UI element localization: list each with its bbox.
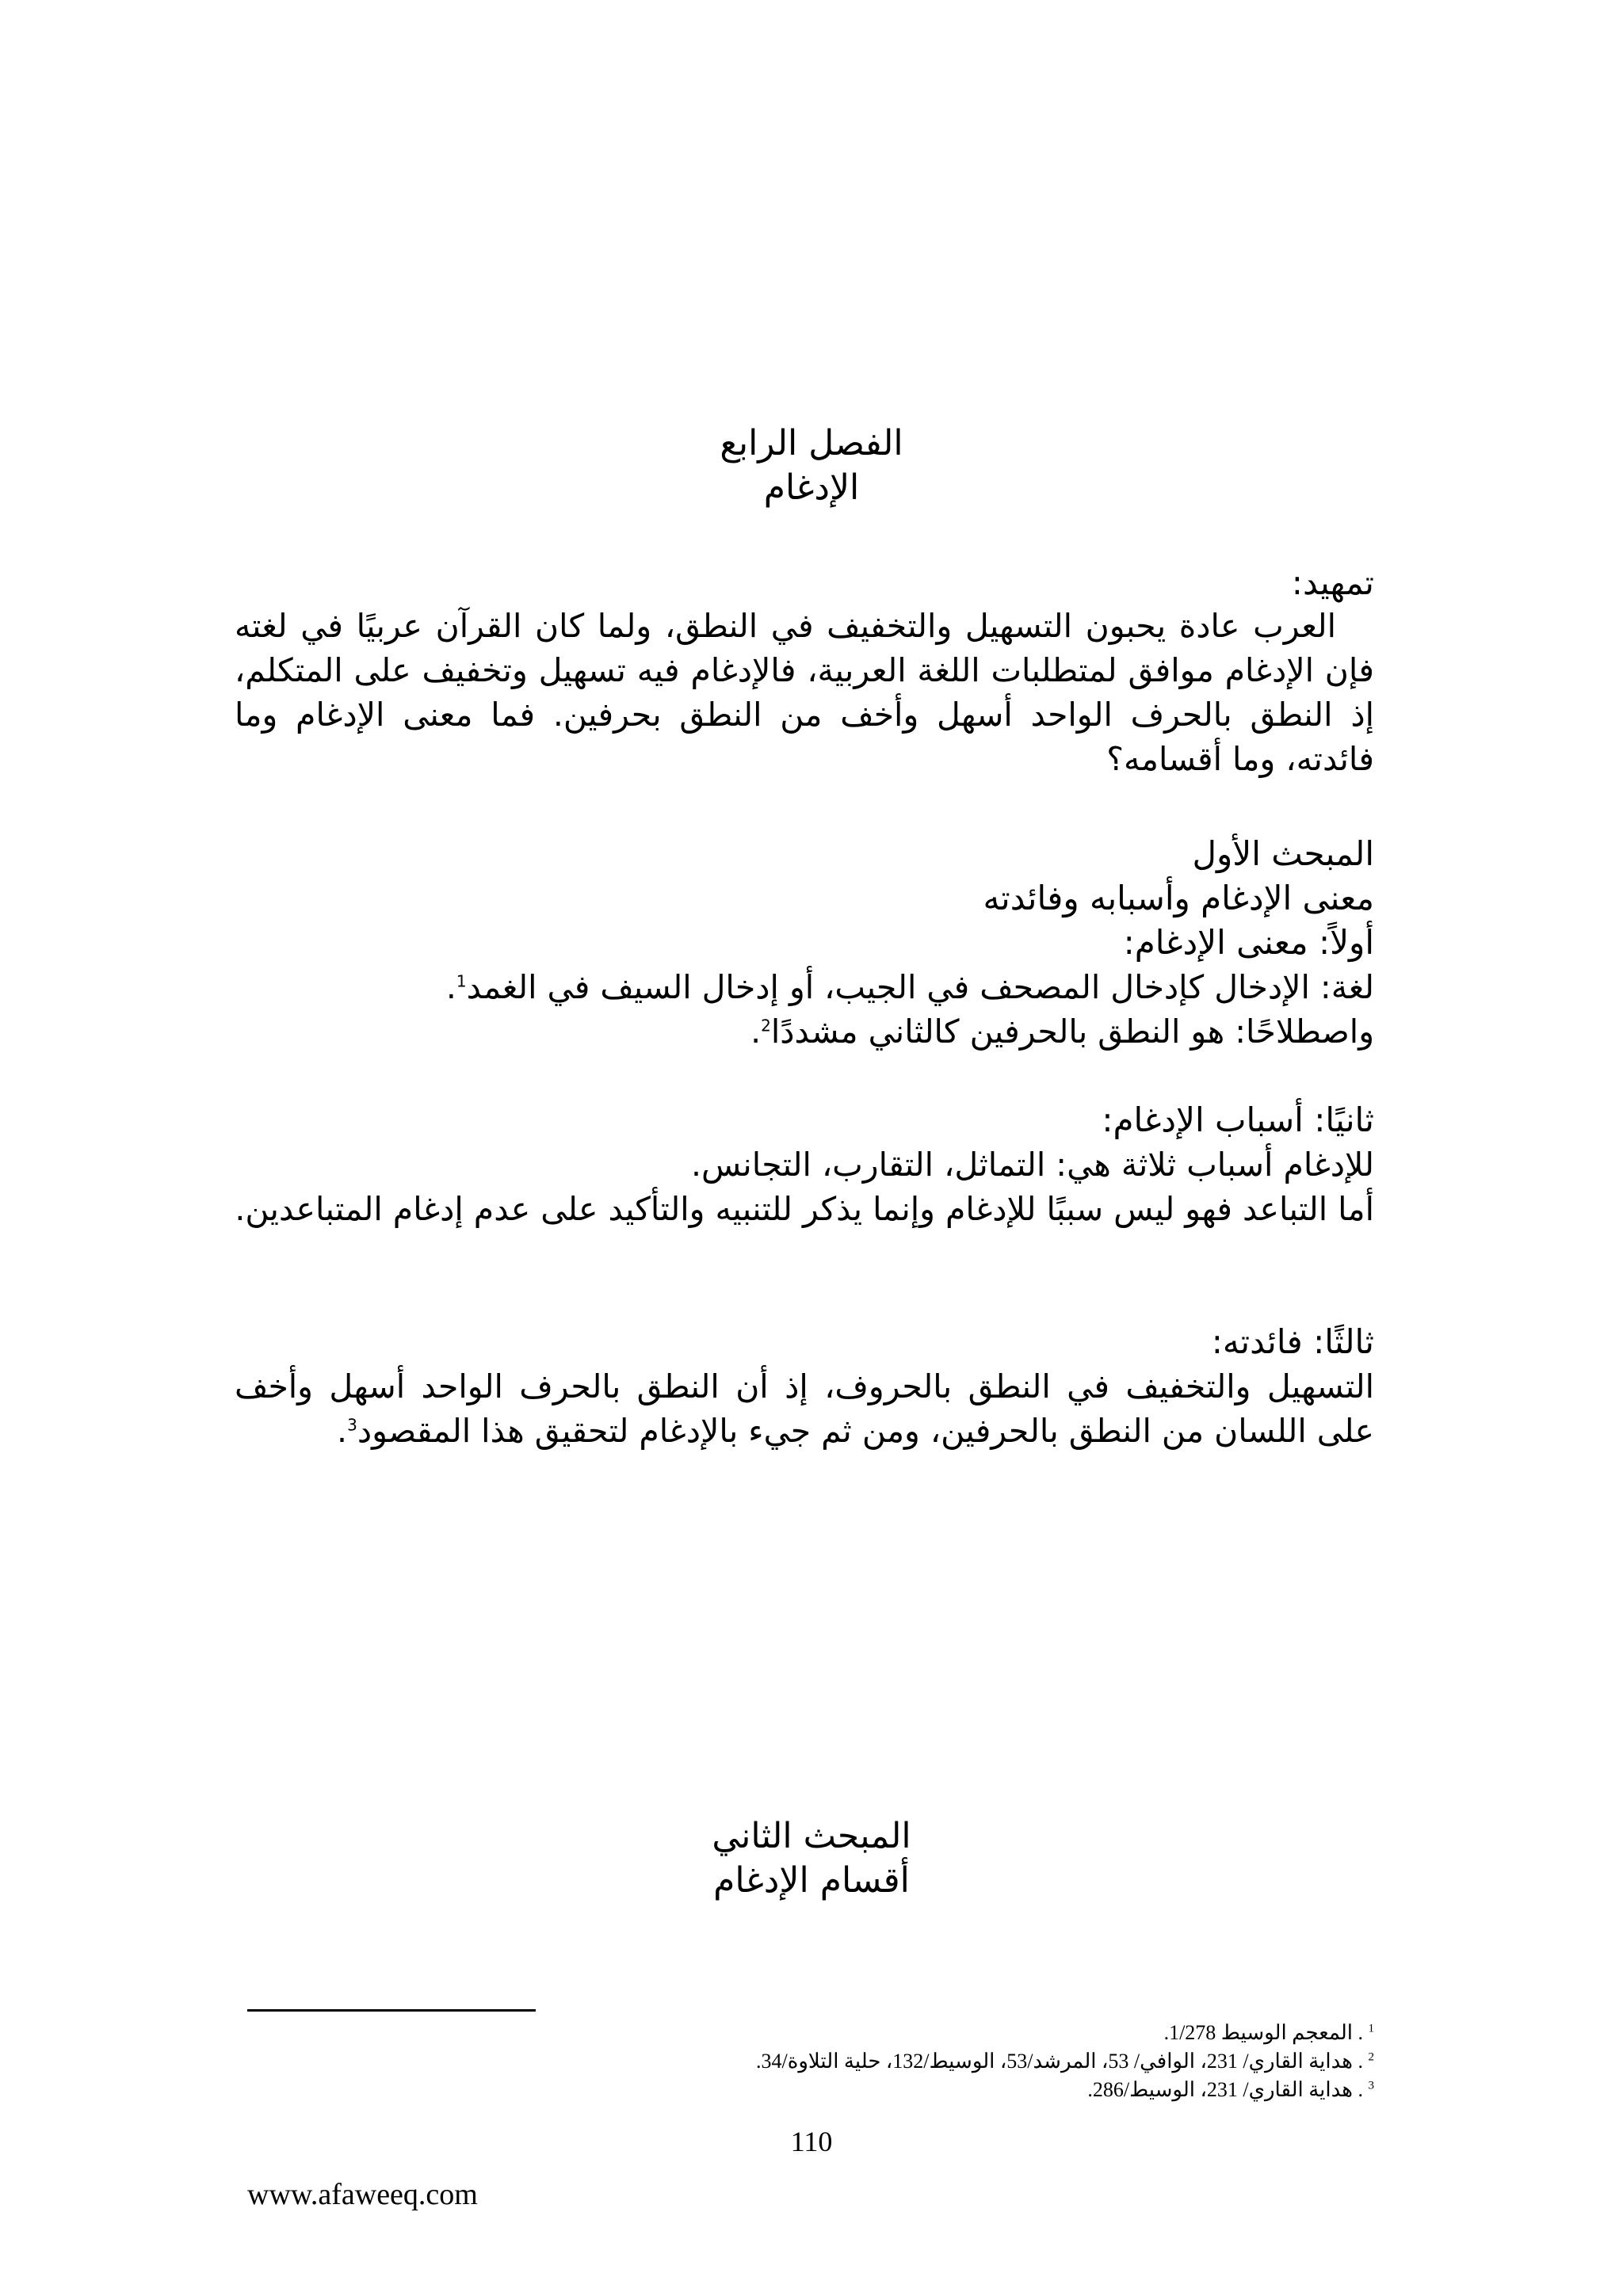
- causes-heading: ثانيًا: أسباب الإدغام:: [1102, 1100, 1374, 1139]
- footnotes: [233, 2019, 1374, 2104]
- footnote-1: [233, 2019, 1374, 2047]
- section1-subtitle: معنى الإدغام وأسبابه وفائدته: [983, 879, 1374, 917]
- footnote-3: [233, 2076, 1374, 2104]
- chapter-title: الفصل الرابع: [720, 423, 903, 463]
- meaning-language-text: لغة: الإدخال كإدخال المصحف في الجيب، أو إدخال السيف في الغمد: [466, 968, 1374, 1006]
- footnote-number: 2: [1368, 2050, 1374, 2064]
- meaning-term: واصطلاحًا: هو النطق بالحرفين كالثاني مشددًا$^2$.: [750, 1013, 1374, 1051]
- intro-paragraph: العرب عادة يحبون التسهيل والتخفيف في النطق، ولما كان القرآن عربيًا في لغته فإن الإدغام موافق لمتطلبات اللغة العربية، فالإدغام فيه تسهيل وتخفيف على المتكلم، إذ النطق بالحرف الواحد أسهل وأخف من النطق بحرفين. فما معنى الإدغام وما فائدته، وما أقسامه؟: [235, 607, 1374, 778]
- footnote-2: [233, 2047, 1374, 2076]
- footnote-number: 1: [1368, 2022, 1374, 2035]
- causes-text: للإدغام أسباب ثلاثة هي: التماثل، التقارب، التجانس.: [690, 1146, 1374, 1184]
- causes-note: أما التباعد فهو ليس سببًا للإدغام وإنما يذكر للتنبيه والتأكيد على عدم إدغام المتباعدين.: [235, 1190, 1374, 1228]
- footnote-number: 3: [1368, 2079, 1374, 2092]
- footnote-ref-1: 1: [456, 971, 467, 991]
- benefit-paragraph: التسهيل والتخفيف في النطق بالحروف، إذ أن النطق بالحرف الواحد أسهل وأخف على اللسان من النطق بالحرفين، ومن ثم جيء بالإدغام لتحقيق هذا المقصود$^3$.: [235, 1367, 1374, 1450]
- meaning-language: لغة: الإدخال كإدخال المصحف في الجيب، أو إدخال السيف في الغمد$^1$.: [445, 968, 1374, 1006]
- footnote-ref-3: 3: [347, 1415, 357, 1435]
- footnote-text: . هداية القاري/ 231، الوسيط/286.: [1087, 2078, 1363, 2101]
- footnote-separator: [247, 2009, 536, 2012]
- intro-heading: تمهيد:: [1291, 563, 1374, 602]
- footnote-ref-2: 2: [761, 1016, 771, 1035]
- section1-title: المبحث الأول: [1192, 834, 1374, 873]
- meaning-heading: أولاً: معنى الإدغام:: [1123, 923, 1374, 962]
- section2-title: المبحث الثاني: [712, 1816, 911, 1856]
- footnote-text: . المعجم الوسيط 1/278.: [1163, 2021, 1363, 2044]
- benefit-text: التسهيل والتخفيف في النطق بالحروف، إذ أن النطق بالحرف الواحد أسهل وأخف على اللسان من النطق بالحرفين، ومن ثم جيء بالإدغام لتحقيق هذا المقصود: [235, 1367, 1374, 1450]
- meaning-term-text: واصطلاحًا: هو النطق بالحرفين كالثاني مشددًا: [770, 1013, 1374, 1051]
- footnote-text: . هداية القاري/ 231، الوافي/ 53، المرشد/53، الوسيط/132، حلية التلاوة/34.: [756, 2050, 1363, 2073]
- benefit-heading: ثالثًا: فائدته:: [1211, 1322, 1374, 1361]
- website-url: www.afaweeq.com: [247, 2178, 478, 2211]
- page-number: 110: [790, 2126, 833, 2157]
- section2-subtitle: أقسام الإدغام: [713, 1860, 910, 1901]
- chapter-subtitle: الإدغام: [763, 467, 860, 508]
